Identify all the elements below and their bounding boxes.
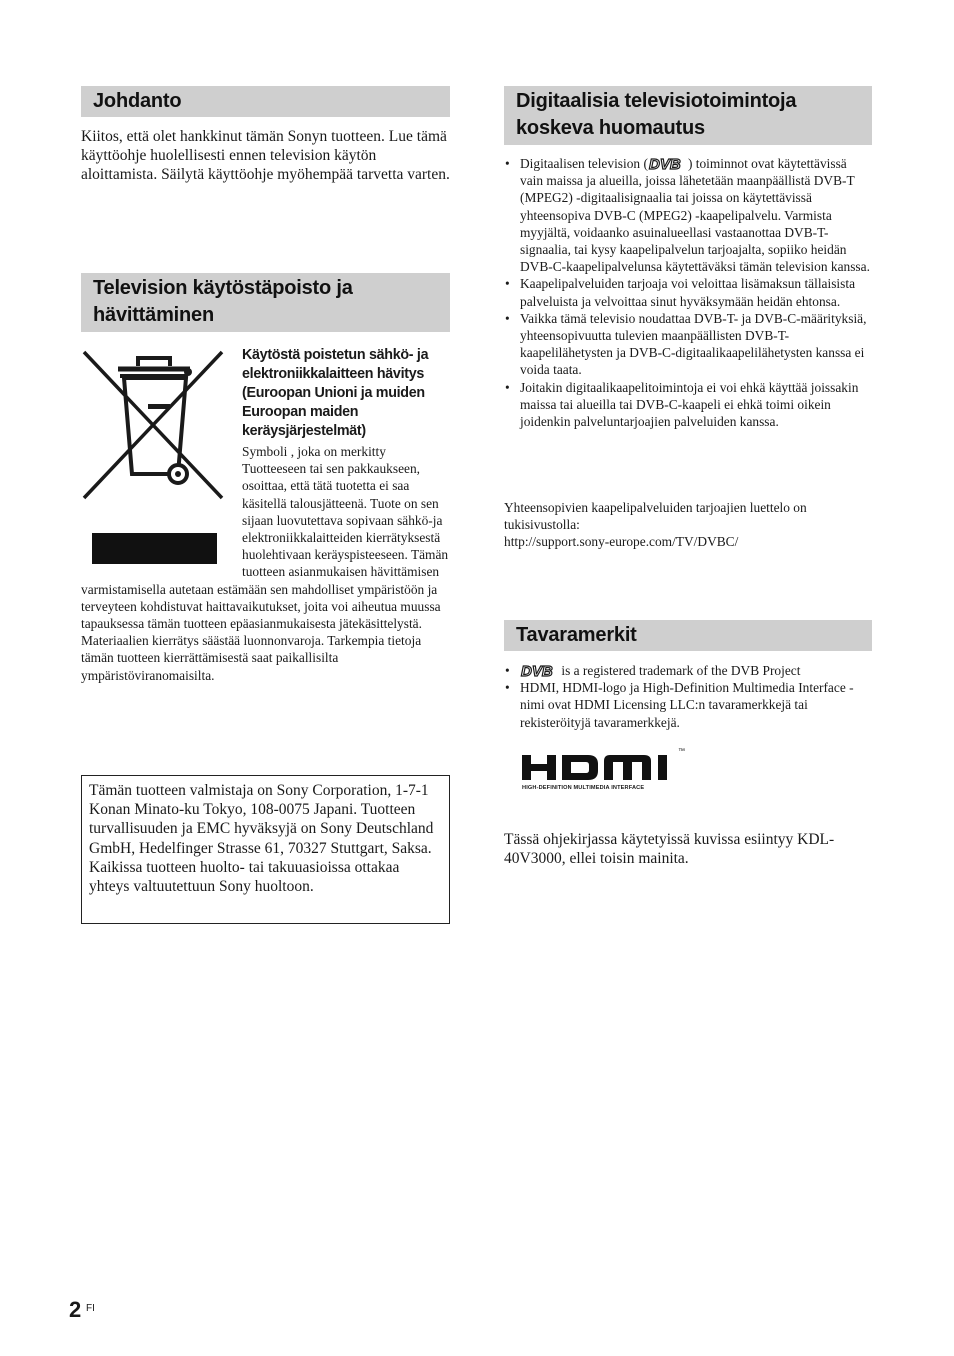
page-number: 2 <box>69 1297 82 1322</box>
manufacturer-notice-box: Tämän tuotteen valmistaja on Sony Corporation, 1-7-1 Konan Minato-ku Tokyo, 108-0075 Japani. Tuotteen turvallisuuden ja EMC hyväksyjä on Sony Deutschland GmbH, Hedelfinger Strasse 61, 70327 Stuttgart, Saksa. Kaikissa tuotteen huolto- tai takuuasioissa ottakaa yhteys valtuutettuun Sony huoltoon. <box>81 775 450 924</box>
list-item: • Joitakin digitaalikaapelitoimintoja ei voi ehkä käyttää joissakin maissa tai alueilla tai DVB-C-kaapeli ei ehkä toimi oikein joidenkin palveluntarjoajien palveluiden kanssa. <box>505 379 872 431</box>
list-item: • Digitaalisen television ( DVB ) toiminnot ovat käytettävissä vain maissa ja alueilla, joissa lähetetään maanpäällistä DVB-T (MPEG2) -digitaalisignaalia tai joissa on käytettävissä yhteensopiva DVB-C (MPEG2) -kaapelipalvelu. Varmista myyjältä, voidaanko asuinalueellasi vastaanottaa DVB-T-signaalia, tai kysy kaapelipalvelun tarjoajalta, sopiiko heidän DVB-C-kaapelipalvelunsa käytettäväksi tämän television kanssa. <box>505 155 872 275</box>
disposal-body: Symboli , joka on merkitty Tuotteeseen tai sen pakkaukseen, osoittaa, että tätä tuotetta ei saa käsitellä talousjätteenä. Tuote on sen sijaan luovutettava sopivaan sähkö-ja elektroniikkalaitteiden kierrätyksestä huolehtivaan keräyspisteeseen. Tämän tuotteen asianmukaisen hävittämisen varmistamisella autetaan estämään sen mahdolliset ympäristöön ja terveyteen kohdistuvat haittavaikutukset, joita voi aiheutua muussa tapauksessa tämän tuotteen epäasianmukaisesta jätekäsittelystä. Materiaalien kierrätys säästää luonnonvaroja. Tarkempia tietoja tämän tuotteen kierrättämisestä saat paikallisilta ympäristöviranomaisilta. <box>81 444 449 683</box>
page-language-code: FI <box>86 1303 95 1314</box>
digital-heading <box>504 86 872 145</box>
dvb-logo-icon <box>648 155 688 171</box>
svg-text:DVB: • DVB <box>521 663 553 678</box>
trademark-bullet-list <box>505 662 872 731</box>
list-item: • DVB is a registered trademark of the DVB Project <box>505 662 872 679</box>
hdmi-tagline: HIGH-DEFINITION MULTIMEDIA INTERFACE <box>522 785 645 791</box>
trademarks-heading: Tavaramerkit <box>504 620 872 651</box>
list-item: • Kaapelipalveluiden tarjoaja voi veloittaa lisämaksun tällaisista palveluista ja velvoittaa sinut hyväksymään heidän ehtonsa. <box>505 275 872 309</box>
intro-heading: Johdanto <box>81 86 450 117</box>
dvb-logo-icon <box>520 662 558 678</box>
digital-heading-line2: koskeva huomautus <box>516 117 705 139</box>
hdmi-wordmark-icon <box>520 750 680 782</box>
svg-text:DVB: DVB <box>648 156 681 171</box>
cable-providers-intro: Yhteensopivien kaapelipalveluiden tarjoajien luettelo on tukisivustolla: <box>504 500 807 533</box>
disposal-heading <box>81 273 450 332</box>
hdmi-logo <box>520 750 690 796</box>
digital-bullet-list <box>505 155 872 430</box>
cable-providers-note <box>504 499 872 551</box>
list-item: • Vaikka tämä televisio noudattaa DVB-T- ja DVB-C-määrityksiä, yhteensopivuutta tulevien maanpäällisten DVB-T-kaapelilähetysten ja DVB-C-digitaalikaapelilähetysten kanssa ei voida taata. <box>505 310 872 379</box>
list-item: • HDMI, HDMI-logo ja High-Definition Multimedia Interface -nimi ovat HDMI Licensing LLC:n tavaramerkkejä tai rekisteröityjä tavaramerkkejä. <box>505 679 872 731</box>
digital-heading-line1: Digitaalisia televisiotoimintoja <box>516 90 797 112</box>
hdmi-trademark-symbol: ™ <box>678 748 685 755</box>
model-note: Tässä ohjekirjassa käytetyissä kuvissa esiintyy KDL-40V3000, ellei toisin mainita. <box>504 831 835 867</box>
disposal-heading-line1: Television käytöstäpoisto ja <box>93 277 353 299</box>
disposal-heading-line2: hävittäminen <box>93 304 214 326</box>
disposal-subheading: Käytöstä poistetun sähkö- ja elektroniikkalaitteen hävitys (Euroopan Unioni ja muiden Euroopan maiden keräysjärjestelmät) <box>242 347 429 439</box>
intro-body: Kiitos, että olet hankkinut tämän Sonyn tuotteen. Lue tämä käyttöohje huolellisesti ennen television käytön aloittamista. Säilytä käyttöohje myöhempää tarvetta varten. <box>81 128 450 183</box>
support-url[interactable]: http://support.sony-europe.com/TV/DVBC/ <box>504 534 739 550</box>
